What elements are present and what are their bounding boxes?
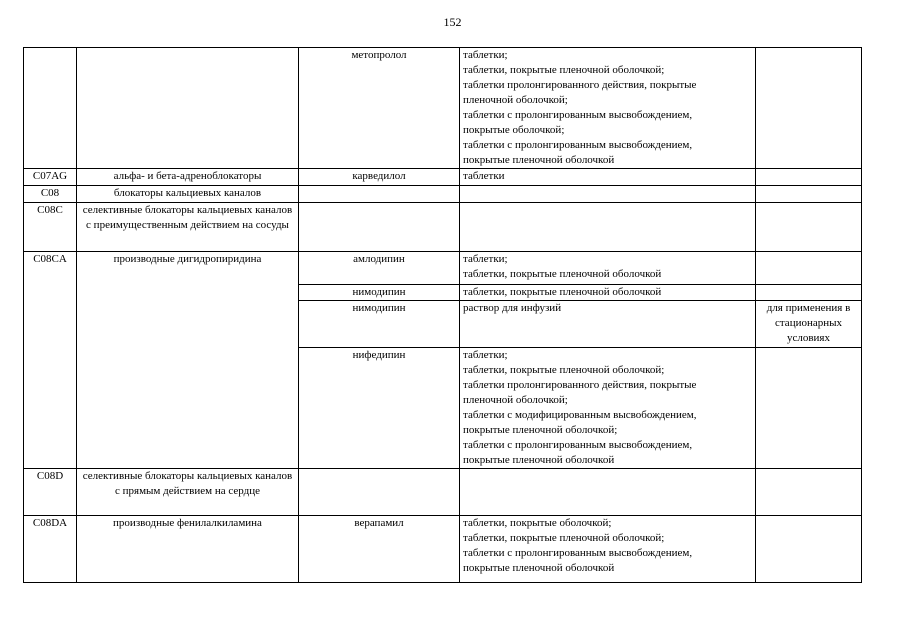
dosage-form-line: покрытые пленочной оболочкой bbox=[463, 454, 615, 466]
atc-code-cell bbox=[24, 48, 77, 169]
dosage-form-line: таблетки; bbox=[463, 349, 508, 361]
group-name-cell: производные дигидропиридина bbox=[77, 252, 299, 469]
dosage-form-line: покрытые пленочной оболочкой bbox=[463, 154, 615, 166]
dosage-form-line: покрытые оболочкой; bbox=[463, 124, 565, 136]
atc-code-cell: C08D bbox=[24, 469, 77, 516]
dosage-form-line: таблетки, покрытые пленочной оболочкой; bbox=[463, 532, 665, 544]
note-cell bbox=[756, 469, 862, 516]
drug-name-cell bbox=[299, 203, 460, 252]
group-name-cell: производные фенилалкиламина bbox=[77, 516, 299, 583]
atc-code-cell: C08DA bbox=[24, 516, 77, 583]
note-cell bbox=[756, 48, 862, 169]
drug-name-cell bbox=[299, 469, 460, 516]
dosage-form-cell bbox=[460, 348, 756, 469]
page-number: 152 bbox=[443, 15, 462, 29]
dosage-form-line: таблетки с пролонгированным высвобождением, bbox=[463, 139, 693, 151]
dosage-form-cell bbox=[460, 252, 756, 285]
dosage-form-line: покрытые пленочной оболочкой; bbox=[463, 424, 618, 436]
dosage-form-line: таблетки с пролонгированным высвобождением, bbox=[463, 547, 693, 559]
dosage-form-line: таблетки с пролонгированным высвобождением, bbox=[463, 109, 693, 121]
table-row bbox=[24, 169, 862, 186]
dosage-form-line: таблетки пролонгированного действия, покрытые bbox=[463, 79, 697, 91]
dosage-form-cell bbox=[460, 469, 756, 516]
drug-table bbox=[23, 47, 862, 583]
drug-name-cell: верапамил bbox=[299, 516, 460, 583]
atc-code-cell: C08 bbox=[24, 186, 77, 203]
drug-name-cell: амлодипин bbox=[299, 252, 460, 285]
dosage-form-line: таблетки, покрытые пленочной оболочкой bbox=[463, 268, 662, 280]
note-cell bbox=[756, 169, 862, 186]
table-row bbox=[24, 252, 862, 285]
note-cell bbox=[756, 348, 862, 469]
note-cell bbox=[756, 516, 862, 583]
dosage-form-line: таблетки; bbox=[463, 253, 508, 265]
dosage-form-line: таблетки пролонгированного действия, покрытые bbox=[463, 379, 697, 391]
drug-name-cell bbox=[299, 186, 460, 203]
dosage-form-cell bbox=[460, 203, 756, 252]
drug-name-cell: нимодипин bbox=[299, 301, 460, 348]
table-row bbox=[24, 516, 862, 583]
note-cell bbox=[756, 186, 862, 203]
atc-code-cell: C08CA bbox=[24, 252, 77, 469]
table-row bbox=[24, 203, 862, 252]
dosage-form-line: пленочной оболочкой; bbox=[463, 394, 568, 406]
dosage-form-cell bbox=[460, 516, 756, 583]
dosage-form-cell bbox=[460, 285, 756, 301]
dosage-form-line: таблетки с модифицированным высвобождением, bbox=[463, 409, 697, 421]
drug-name-cell: карведилол bbox=[299, 169, 460, 186]
dosage-form-line: покрытые пленочной оболочкой bbox=[463, 562, 615, 574]
note-cell bbox=[756, 285, 862, 301]
table-row bbox=[24, 48, 862, 169]
dosage-form-line: таблетки bbox=[463, 170, 505, 182]
dosage-form-line: таблетки, покрытые оболочкой; bbox=[463, 517, 612, 529]
dosage-form-line: таблетки, покрытые пленочной оболочкой; bbox=[463, 364, 665, 376]
dosage-form-line: таблетки, покрытые пленочной оболочкой bbox=[463, 286, 662, 298]
dosage-form-line: пленочной оболочкой; bbox=[463, 94, 568, 106]
table-row bbox=[24, 469, 862, 516]
group-name-cell: альфа- и бета-адреноблокаторы bbox=[77, 169, 299, 186]
dosage-form-cell bbox=[460, 301, 756, 348]
group-name-cell: селективные блокаторы кальциевых каналов с прямым действием на сердце bbox=[77, 469, 299, 516]
drug-name-cell: метопролол bbox=[299, 48, 460, 169]
note-cell bbox=[756, 252, 862, 285]
dosage-form-cell bbox=[460, 186, 756, 203]
dosage-form-line: таблетки с пролонгированным высвобождением, bbox=[463, 439, 693, 451]
group-name-cell: селективные блокаторы кальциевых каналов с преимущественным действием на сосуды bbox=[77, 203, 299, 252]
table-row bbox=[24, 186, 862, 203]
dosage-form-cell bbox=[460, 48, 756, 169]
dosage-form-cell bbox=[460, 169, 756, 186]
note-cell: для применения в стационарных условиях bbox=[756, 301, 862, 348]
dosage-form-line: раствор для инфузий bbox=[463, 302, 562, 314]
atc-code-cell: C07AG bbox=[24, 169, 77, 186]
group-name-cell bbox=[77, 48, 299, 169]
dosage-form-line: таблетки; bbox=[463, 49, 508, 61]
atc-code-cell: C08C bbox=[24, 203, 77, 252]
dosage-form-line: таблетки, покрытые пленочной оболочкой; bbox=[463, 64, 665, 76]
note-cell bbox=[756, 203, 862, 252]
drug-name-cell: нимодипин bbox=[299, 285, 460, 301]
drug-name-cell: нифедипин bbox=[299, 348, 460, 469]
group-name-cell: блокаторы кальциевых каналов bbox=[77, 186, 299, 203]
